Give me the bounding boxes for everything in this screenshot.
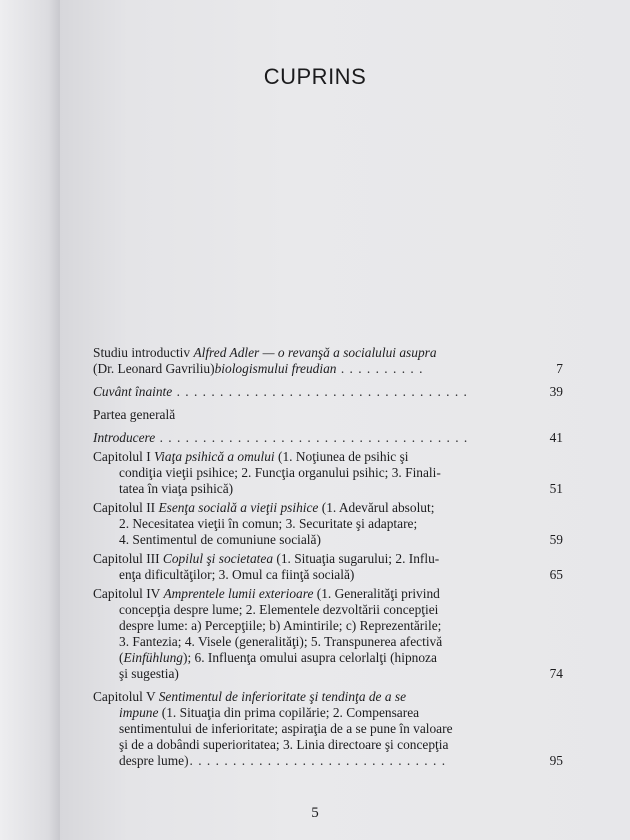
toc-italic-title: Cuvânt înainte — [93, 384, 173, 399]
toc-text: (1. Situaţia sugarului; 2. Influ- — [273, 551, 440, 566]
toc-entry-line — [93, 500, 511, 516]
toc-italic-title: Introducere — [93, 430, 156, 445]
toc-italic-title: Alfred Adler — o revanşă a socialului asupra — [193, 345, 437, 360]
dot-leader: . . . . . . . . . . — [336, 361, 424, 376]
toc-text: Capitolul V — [93, 689, 159, 704]
toc-text: şi sugestia) — [119, 666, 179, 681]
toc-entry-line — [93, 465, 511, 481]
toc-page-number: 39 — [549, 384, 563, 399]
toc-entry-line — [93, 753, 511, 769]
toc-page-number: 51 — [549, 481, 563, 496]
toc-entry-line — [93, 361, 511, 377]
toc-text: enţa dificultăţilor; 3. Omul ca fiinţă socială) — [119, 567, 355, 582]
toc-text: (1. Situaţia din prima copilărie; 2. Compensarea — [158, 705, 420, 720]
toc-text: (1. Adevărul absolut; — [318, 500, 435, 515]
toc-text: Capitolul III — [93, 551, 163, 566]
toc-text: Capitolul II — [93, 500, 159, 515]
toc-entry-line — [93, 449, 511, 465]
toc-entry — [93, 500, 563, 548]
toc-italic-title: biologismului freudian — [214, 361, 337, 376]
toc-text: despre lume — [119, 753, 185, 768]
toc-entry-line — [93, 384, 511, 400]
toc-entry-line — [93, 618, 511, 634]
toc-page-number: 65 — [549, 567, 563, 582]
toc-text: tatea în viaţa psihică) — [119, 481, 234, 496]
toc-text: despre lume: a) Percepţiile; b) Amintirile; c) Reprezentările; — [119, 618, 442, 633]
toc-text: 3. Fantezia; 4. Visele (generalităţi); 5. Transpunerea afectivă — [119, 634, 443, 649]
toc-text: ); 6. Influenţa omului asupra celorlalţi (hipnoza — [182, 650, 437, 665]
toc-entry — [93, 551, 563, 583]
toc-text: Studiu introductiv — [93, 345, 194, 360]
toc-page-number: 7 — [556, 361, 563, 376]
toc-entry-line — [93, 586, 511, 602]
toc-text: şi de a dobândi superioritatea; 3. Linia directoare şi concepţia — [119, 737, 449, 752]
toc-text: concepţia despre lume; 2. Elementele dezvoltării concepţiei — [119, 602, 439, 617]
toc-italic-title: Einfühlung — [123, 650, 183, 665]
table-of-contents — [93, 342, 563, 769]
toc-entry-line — [93, 407, 511, 423]
toc-italic-title: impune — [119, 705, 159, 720]
toc-entry-line — [93, 705, 511, 721]
toc-entry-line — [93, 737, 511, 753]
dot-leader: ). . . . . . . . . . . . . . . . . . . . . . . . . . . . . . — [184, 753, 447, 768]
toc-entry-line — [93, 634, 511, 650]
toc-entry — [93, 449, 563, 497]
page-title: CUPRINS — [263, 64, 367, 89]
toc-entry — [93, 430, 563, 446]
toc-text: ( — [119, 650, 124, 665]
toc-italic-title: Sentimentul de inferioritate şi tendinţa de a se — [158, 689, 407, 704]
dot-leader: . . . . . . . . . . . . . . . . . . . . . . . . . . . . . . . . . . . . — [155, 430, 469, 445]
toc-entry — [93, 345, 563, 377]
toc-text: Partea generală — [93, 407, 176, 422]
toc-page-number: 95 — [549, 753, 563, 768]
toc-entry-line — [93, 666, 511, 682]
toc-entry-line — [93, 532, 511, 548]
toc-entry-line — [93, 689, 511, 705]
toc-italic-title: Copilul şi societatea — [162, 551, 274, 566]
toc-entry — [93, 689, 563, 769]
toc-text: condiţia vieţii psihice; 2. Funcţia organului psihic; 3. Finali- — [119, 465, 441, 480]
toc-text: 2. Necesitatea vieţii în comun; 3. Securitate şi adaptare; — [119, 516, 418, 531]
toc-entry — [93, 384, 563, 400]
toc-text: 4. Sentimentul de comuniune socială) — [119, 532, 321, 547]
toc-text: Capitolul I — [93, 449, 154, 464]
book-gutter — [0, 0, 60, 840]
toc-entry-line — [93, 602, 511, 618]
toc-entry-line — [93, 650, 511, 666]
toc-entry — [93, 586, 563, 682]
toc-italic-title: Viaţa psihică a omului — [154, 449, 275, 464]
toc-entry-line — [93, 721, 511, 737]
toc-entry-line — [93, 516, 511, 532]
toc-page-number: 41 — [549, 430, 563, 445]
toc-entry-line — [93, 481, 511, 497]
toc-entry — [93, 407, 563, 423]
toc-italic-title: Esenţa socială a vieţii psihice — [158, 500, 319, 515]
toc-text: sentimentului de inferioritate; aspiraţia de a se pune în valoare — [119, 721, 453, 736]
toc-entry-line — [93, 567, 511, 583]
toc-page-number: 59 — [549, 532, 563, 547]
toc-entry-line — [93, 430, 511, 446]
toc-entry-line — [93, 551, 511, 567]
toc-text: (1. Noţiunea de psihic şi — [274, 449, 409, 464]
toc-entry-line — [93, 345, 511, 361]
toc-text: (Dr. Leonard Gavriliu) — [93, 361, 215, 376]
dot-leader: . . . . . . . . . . . . . . . . . . . . . . . . . . . . . . . . . . — [172, 384, 468, 399]
toc-text: (1. Generalităţi privind — [313, 586, 440, 601]
toc-page-number: 74 — [549, 666, 563, 681]
toc-italic-title: Amprentele lumii exterioare — [163, 586, 314, 601]
page-number: 5 — [311, 805, 319, 821]
toc-text: Capitolul IV — [93, 586, 164, 601]
